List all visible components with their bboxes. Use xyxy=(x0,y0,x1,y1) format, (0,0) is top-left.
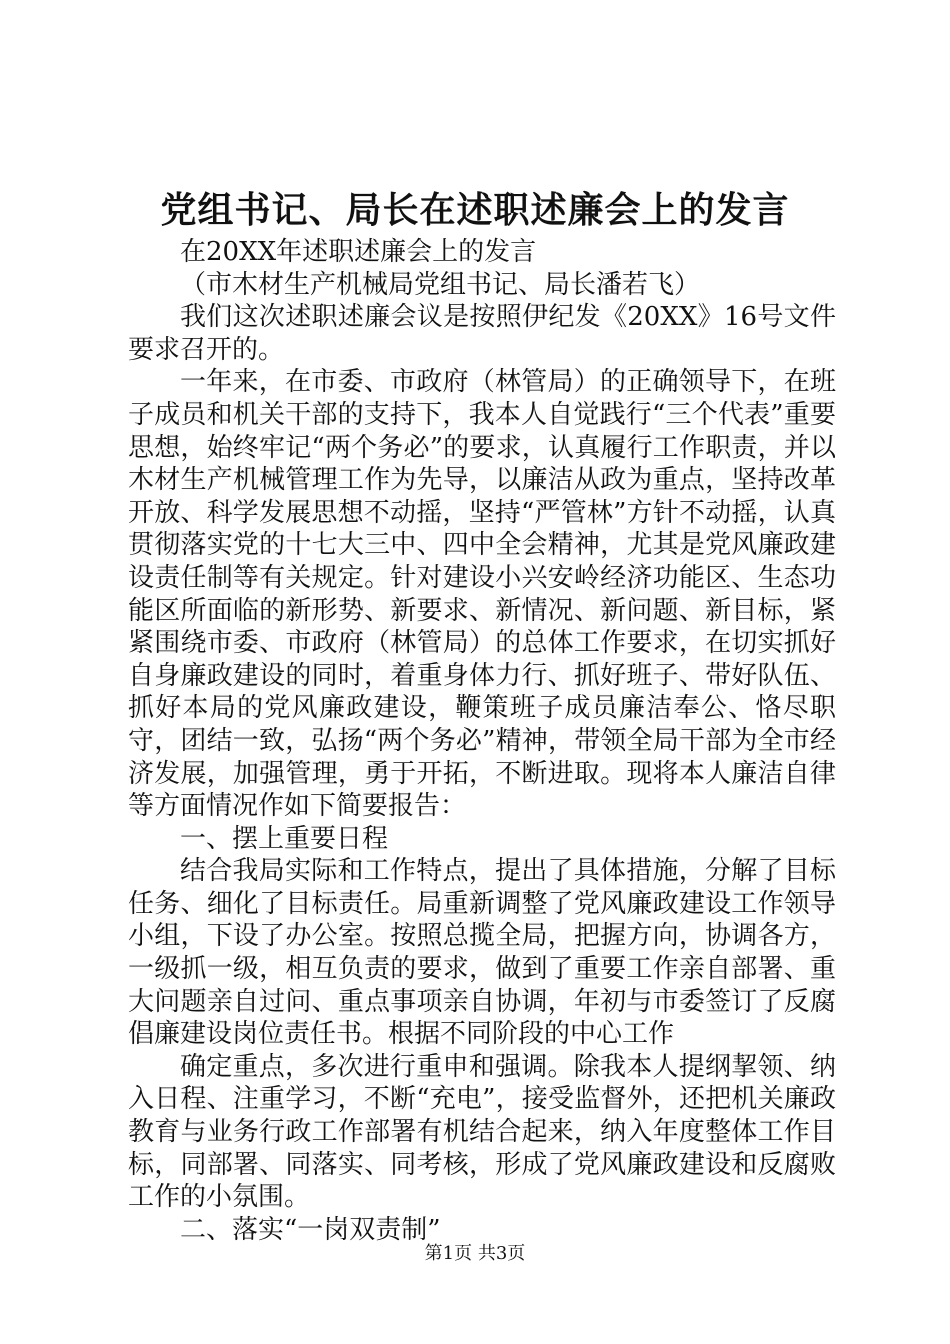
author-line: （市木材生产机械局党组书记、局长潘若飞） xyxy=(180,269,701,300)
page-footer: 第1页 共3页 xyxy=(424,1243,526,1264)
page-title: 党组书记、局长在述职述廉会上的发言 xyxy=(160,189,790,231)
document-body xyxy=(128,236,836,1246)
subtitle-line: 在20XX年述职述廉会上的发言 xyxy=(180,237,537,267)
body-paragraph: 确定重点，多次进行重申和强调。除我本人提纲挈领、纳入日程、注重学习，不断“充电”，接受监督外，还把机关廉政教育与业务行政工作部署有机结合起来，纳入年度整体工作目标，同部署、同落实、同考核，形成了党风廉政建设和反腐败工作的小氛围。 xyxy=(128,1051,836,1213)
body-paragraph: 我们这次述职述廉会议是按照伊纪发《20XX》16号文件要求召开的。 xyxy=(128,302,836,365)
section-heading: 一、摆上重要日程 xyxy=(180,823,389,854)
section-heading: 二、落实“一岗双责制” xyxy=(180,1214,441,1245)
body-paragraph: 一年来，在市委、市政府（林管局）的正确领导下，在班子成员和机关干部的支持下，我本人自觉践行“三个代表”重要思想，始终牢记“两个务必”的要求，认真履行工作职责，并以木材生产机械管理工作为先导，以廉洁从政为重点，坚持改革开放、科学发展思想不动摇，坚持“严管林”方针不动摇，认真贯彻落实党的十七大三中、四中全会精神，尤其是党风廉政建设责任制等有关规定。针对建设小兴安岭经济功能区、生态功能区所面临的新形势、新要求、新情况、新问题、新目标，紧紧围绕市委、市政府（林管局）的总体工作要求，在切实抓好自身廉政建设的同时，着重身体力行、抓好班子、带好队伍、抓好本局的党风廉政建设，鞭策班子成员廉洁奉公、恪尽职守，团结一致，弘扬“两个务必”精神，带领全局干部为全市经济发展，加强管理，勇于开拓，不断进取。现将本人廉洁自律等方面情况作如下简要报告： xyxy=(128,367,836,822)
body-paragraph: 结合我局实际和工作特点，提出了具体措施，分解了目标任务、细化了目标责任。局重新调整了党风廉政建设工作领导小组，下设了办公室。按照总揽全局，把握方向，协调各方，一级抓一级，相互负责的要求，做到了重要工作亲自部署、重大问题亲自过问、重点事项亲自协调，年初与市委签订了反腐倡廉建设岗位责任书。根据不同阶段的中心工作 xyxy=(128,856,836,1050)
